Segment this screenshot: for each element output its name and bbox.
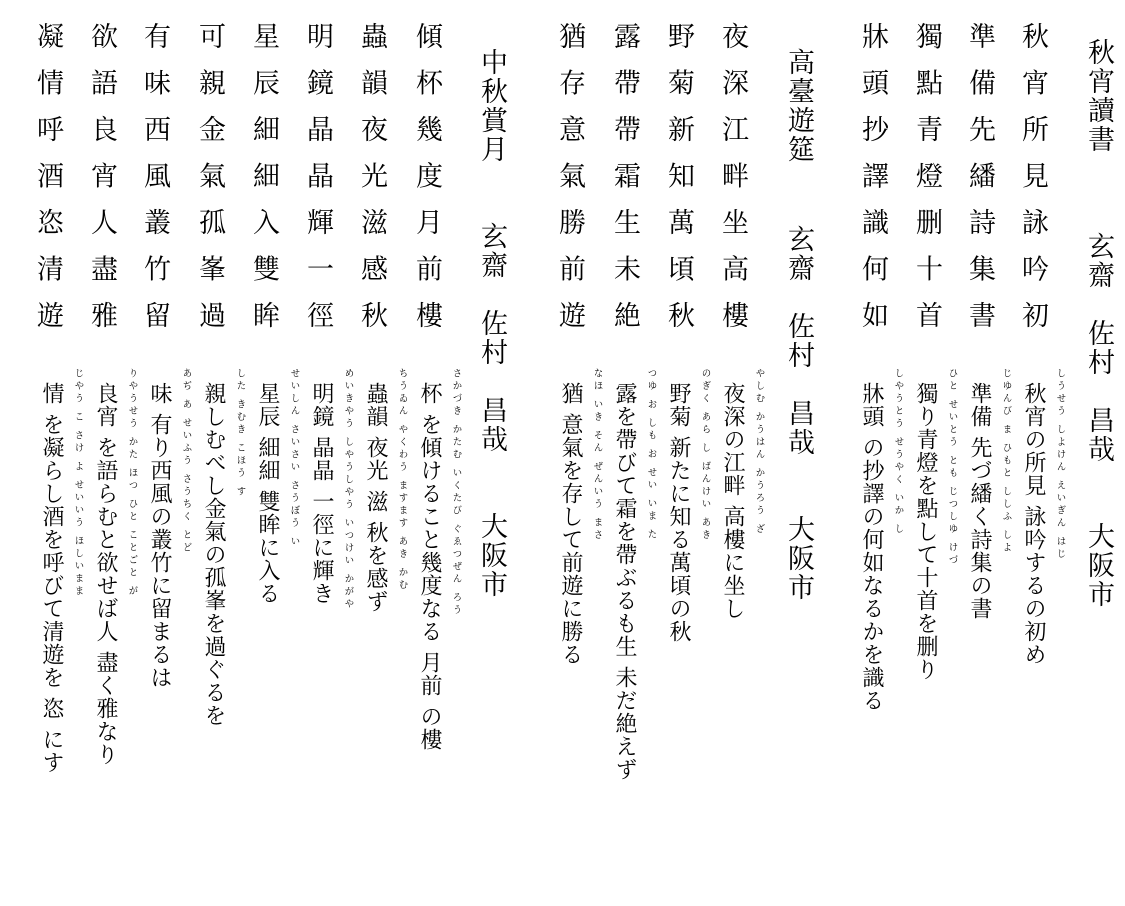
kanshi-line: 凝情呼酒恣清遊 — [32, 22, 63, 348]
kanshi-line: 秋宵所見詠吟初 — [1017, 22, 1048, 348]
kanshi-line: 星辰細細入雙眸 — [248, 22, 279, 348]
kanshi-line: 猶存意氣勝前遊 — [554, 22, 585, 348]
kanshi-line: 蟲韻夜光滋感秋 — [356, 22, 387, 348]
furigana-line: なほ いき そん ぜんいう まさ — [591, 368, 603, 543]
kundoku-line: 親しむべし金氣の孤峯を過ぐるを — [201, 382, 226, 727]
furigana-line: めいきやう しやうしやう いつけい かがや — [342, 368, 354, 612]
kundoku-line: 杯 を傾けること幾度なる 月前 の樓 — [417, 382, 442, 751]
kanshi-line: 夜深江畔坐高樓 — [717, 22, 748, 348]
furigana-line: じやう こ さけ よ せいいう ほしいまま — [72, 368, 84, 599]
kundoku-line: 情 を凝らし酒を呼びて清遊を 恣 にす — [39, 382, 64, 774]
kanshi-line: 牀頭抄譯識何如 — [857, 22, 888, 348]
poem-title: 中秋賞月 — [476, 48, 507, 164]
kundoku-line: 星辰 細細 雙眸に入る — [255, 382, 280, 605]
author-line: 玄齋 佐村 昌哉 大阪市 — [783, 225, 814, 602]
kundoku-line: 牀頭 の抄譯の何如なるかを識る — [859, 382, 884, 712]
kundoku-line: 秋宵の所見 詠吟するの初め — [1021, 382, 1046, 666]
furigana-line: ひと せいとう とも じつしゆ けづ — [946, 368, 958, 568]
poem-title: 高臺遊筵 — [783, 48, 814, 164]
furigana-line: した きむき こほう す — [234, 368, 246, 499]
kanshi-line: 有味西風叢竹留 — [139, 22, 170, 348]
furigana-line: りやうせう かた ほつ ひと ことごと が — [126, 368, 138, 599]
author-line: 玄齋 佐村 昌哉 大阪市 — [476, 222, 507, 599]
kanshi-line: 欲語良宵人盡雅 — [86, 22, 117, 348]
furigana-line: せいしん さいさい さうぼう い — [288, 368, 300, 549]
furigana-line: さかづき かたむ いくたび ぐゑつぜん ろう — [450, 368, 462, 618]
kundoku-line: 良宵 を語らむと欲せば人 盡く雅なり — [93, 382, 118, 766]
kanshi-line: 明鏡晶晶輝一徑 — [302, 22, 333, 348]
kundoku-line: 猶 意氣を存して前遊に勝る — [558, 382, 583, 666]
furigana-line: あぢ あ せいふう さうちく とど — [180, 368, 192, 555]
kundoku-line: 夜深の江畔 高樓に坐し — [720, 382, 745, 620]
furigana-line: じゆんび ま ひもと ししふ しよ — [1000, 368, 1012, 555]
kundoku-line: 準備 先づ繙く詩集の書 — [967, 382, 992, 620]
kanshi-line: 露帶帶霜生未絶 — [609, 22, 640, 348]
kundoku-line: 獨り青燈を點して十首を删り — [913, 382, 938, 681]
kanshi-line: 可親金氣孤峯過 — [194, 22, 225, 348]
author-line: 玄齋 佐村 昌哉 大阪市 — [1083, 232, 1114, 609]
kanshi-line: 獨點青燈删十首 — [911, 22, 942, 348]
kundoku-line: 露を帶びて霜を帶ぶるも生 未だ絶えず — [612, 382, 637, 781]
furigana-line: やしむ かうはん かうろう ざ — [753, 368, 765, 537]
kundoku-line: 味 有り西風の叢竹に留まるは — [147, 382, 172, 689]
kundoku-line: 明鏡 晶晶 一徑に輝き — [309, 382, 334, 605]
kundoku-line: 蟲韻 夜光 滋 秋を感ず — [363, 382, 388, 613]
furigana-line: ちうゐん やくわう ますます あき かむ — [396, 368, 408, 593]
furigana-line: しうせう しよけん えいぎん はじ — [1054, 368, 1066, 562]
kanshi-line: 野菊新知萬頃秋 — [663, 22, 694, 348]
furigana-line: つゆ お しも お せい いま た — [645, 368, 657, 542]
kanshi-line: 傾杯幾度月前樓 — [411, 22, 442, 348]
poem-title: 秋宵讀書 — [1083, 38, 1114, 154]
kundoku-line: 野菊 新たに知る萬頃の秋 — [666, 382, 691, 643]
furigana-line: のぎく あら し ばんけい あき — [699, 368, 711, 543]
kanshi-line: 準備先繙詩集書 — [964, 22, 995, 348]
furigana-line: しやうとう せうやく いか し — [892, 368, 904, 537]
